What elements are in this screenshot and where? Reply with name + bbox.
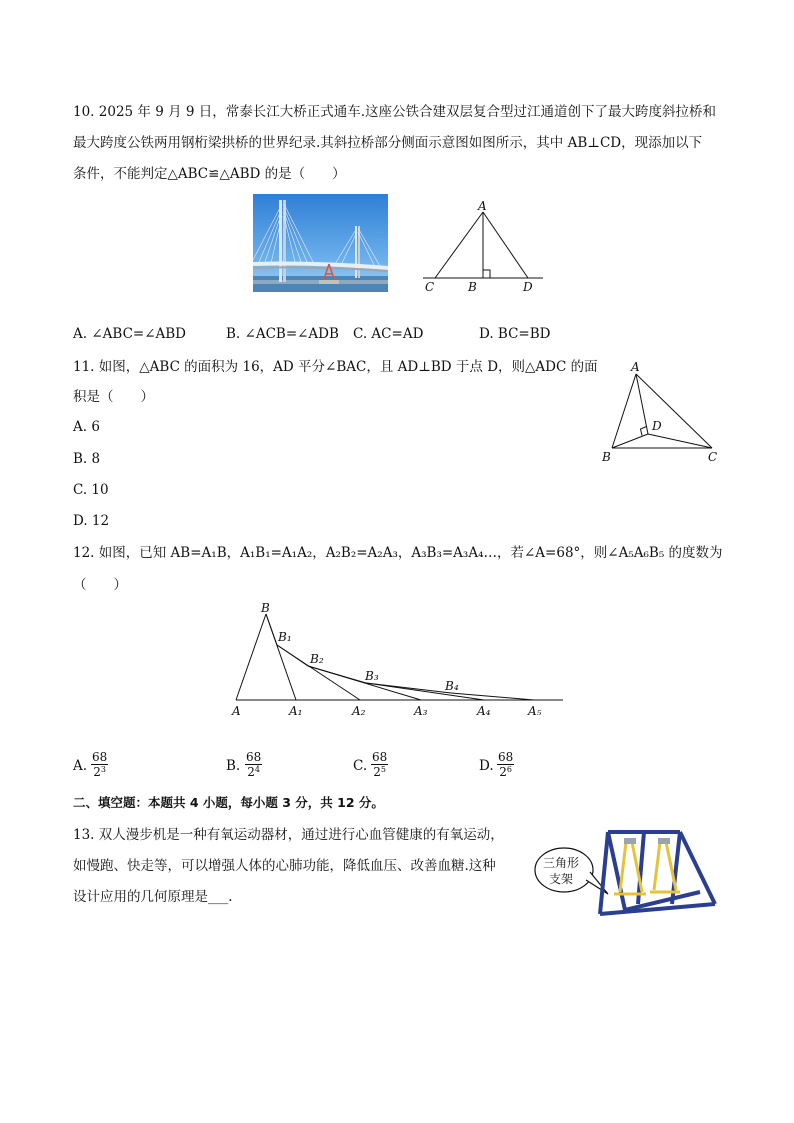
label-b: B (602, 450, 611, 464)
line-ad (636, 374, 648, 434)
segment-b3b4 (366, 683, 451, 693)
option-fraction (245, 750, 262, 779)
exponent: 4 (254, 765, 260, 774)
label-c: C (425, 280, 435, 294)
numerator: 68 (92, 750, 108, 764)
callout-text-line2: 支架 (549, 872, 574, 886)
q13-text-line1: 13. 双人漫步机是一种有氧运动器材，通过进行心血管健康的有氧运动， (73, 827, 504, 843)
exponent: 3 (100, 765, 106, 774)
base: 2 (247, 765, 255, 779)
label-a: A (631, 360, 640, 374)
label-b2: B₂ (310, 652, 324, 666)
q11-option-b[interactable]: B. 8 (73, 451, 101, 467)
q11-triangle-figure (596, 358, 726, 468)
q10-option-a[interactable]: A. ∠ABC=∠ABD (73, 326, 187, 342)
q11-option-c[interactable]: C. 10 (73, 482, 109, 498)
option-fraction (91, 750, 108, 779)
numerator: 68 (372, 750, 388, 764)
q13-text-line3: 设计应用的几何原理是___. (73, 889, 233, 905)
label-d: D (652, 419, 662, 433)
base: 2 (93, 765, 101, 779)
label-b3: B₃ (365, 669, 379, 683)
right-angle-mark (641, 427, 647, 436)
q10-option-c[interactable]: C. AC=AD (353, 326, 424, 342)
q13-text-line2: 如慢跑、快走等，可以增强人体的心肺功能，降低血压、改善血糖.这种 (73, 858, 496, 874)
label-b1: B₁ (278, 630, 292, 644)
option-fraction (371, 750, 388, 779)
label-a: A (232, 704, 241, 718)
q10-text-line3: 条件，不能判定△ABC≌△ABD 的是（ ） (73, 166, 346, 182)
q10-option-b[interactable]: B. ∠ACB=∠ADB (226, 326, 339, 342)
right-angle-mark (483, 270, 490, 278)
option-letter: C. (353, 758, 368, 774)
denominator (91, 765, 108, 779)
line-dc (648, 434, 712, 448)
option-letter: A. (73, 758, 88, 774)
option-letter: B. (226, 758, 241, 774)
segment-b1b2 (277, 645, 308, 666)
q10-triangle-figure (415, 198, 550, 296)
base: 2 (373, 765, 381, 779)
segment-b4a5 (451, 693, 534, 700)
label-a4: A₄ (477, 704, 491, 718)
q10-text-line1: 10. 2025 年 9 月 9 日，常泰长江大桥正式通车.这座公铁合建双层复合型过江通道创下了最大跨度斜拉桥和 (73, 104, 717, 120)
label-b: B (261, 601, 270, 615)
q10-text-line2: 最大跨度公铁两用钢桁梁拱桥的世界纪录.其斜拉桥部分侧面示意图如图所示，其中 AB⊥CD，现添加以下 (73, 135, 703, 151)
q11-option-d[interactable]: D. 12 (73, 513, 110, 529)
denominator (497, 765, 514, 779)
segment-bb1 (266, 614, 277, 645)
label-b: B (468, 280, 477, 294)
q11-text-line2: 积是（ ） (73, 389, 154, 405)
segment-b2b3 (308, 666, 366, 683)
q10-option-d[interactable]: D. BC=BD (479, 326, 551, 342)
base: 2 (499, 765, 507, 779)
exponent: 6 (506, 765, 512, 774)
option-letter: D. (479, 758, 494, 774)
label-a2: A₂ (352, 704, 366, 718)
q12-triangles-figure (226, 598, 571, 720)
line-ab (612, 374, 636, 448)
label-a1: A₁ (289, 704, 303, 718)
label-b4: B₄ (445, 679, 459, 693)
label-a5: A₅ (528, 704, 542, 718)
q12-text-line1: 12. 如图，已知 AB=A₁B，A₁B₁=A₁A₂，A₂B₂=A₂A₃，A₃B₃=A₃A₄…，若∠A=68°，则∠A₅A₆B₅ 的度数为 (73, 545, 723, 561)
q12-text-line2: （ ） (73, 577, 127, 593)
label-a: A (478, 199, 487, 213)
label-d: D (523, 280, 533, 294)
line-ad (483, 212, 528, 278)
numerator: 68 (246, 750, 262, 764)
option-fraction (497, 750, 514, 779)
q11-text-line1: 11. 如图，△ABC 的面积为 16，AD 平分∠BAC，且 AD⊥BD 于点 D，则△ADC 的面 (73, 359, 598, 375)
q11-option-a[interactable]: A. 6 (73, 419, 100, 435)
callout-text-line1: 三角形 (543, 856, 580, 870)
section-heading: 二、填空题：本题共 4 小题，每小题 3 分，共 12 分。 (73, 795, 384, 810)
numerator: 68 (498, 750, 514, 764)
denominator (245, 765, 262, 779)
line-ac (435, 212, 483, 278)
label-a3: A₃ (414, 704, 428, 718)
denominator (371, 765, 388, 779)
walking-machine-illustration (530, 822, 725, 922)
bridge-photo (253, 194, 388, 292)
line-bd (612, 434, 648, 448)
exponent: 5 (380, 765, 386, 774)
line-ac (636, 374, 712, 448)
segment-ab (236, 614, 266, 700)
label-c: C (708, 450, 718, 464)
